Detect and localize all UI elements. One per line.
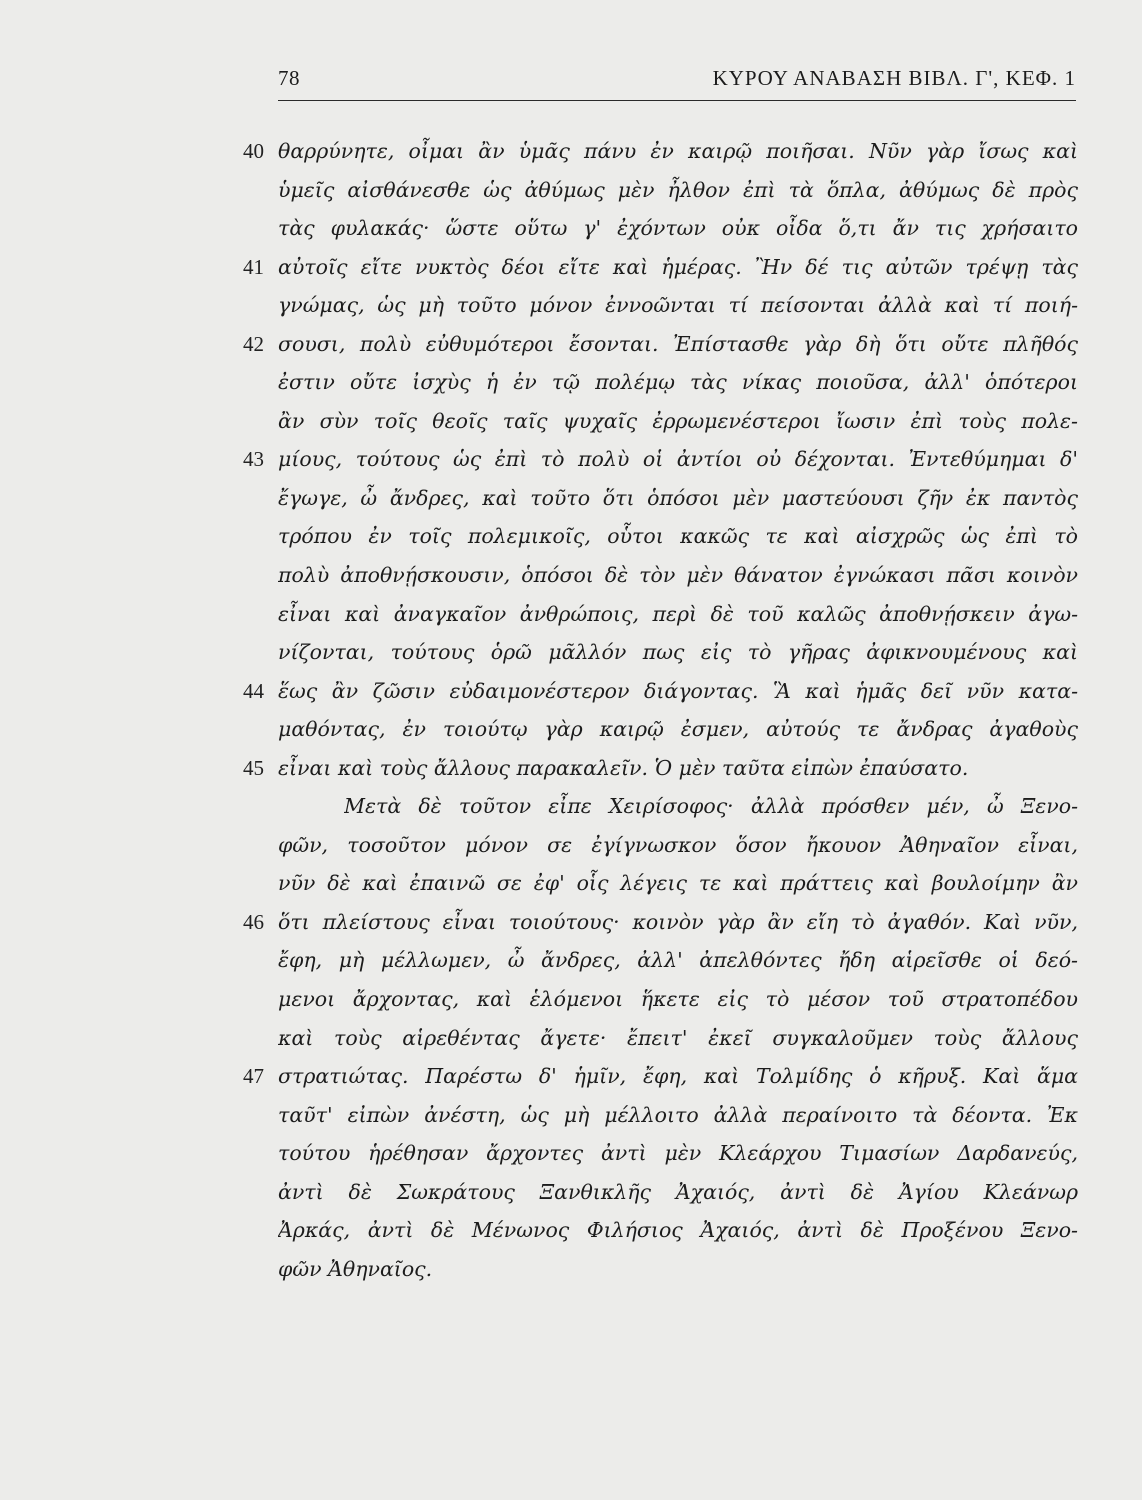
text-line [0, 286, 1142, 325]
line-text: νίζονται, τούτους ὁρῶ μᾶλλόν πως εἰς τὸ γῆρας ἀφικνουμένους καὶ [278, 640, 1078, 665]
section-number: 47 [243, 1064, 264, 1089]
section-number: 44 [243, 678, 264, 703]
text-line [0, 941, 1142, 980]
section-number: 45 [243, 755, 264, 780]
line-text: ἔγωγε, ὦ ἄνδρες, καὶ τοῦτο ὅτι ὁπόσοι μὲν μαστεύουσι ζῆν ἐκ παντὸς [278, 485, 1078, 510]
text-line [0, 672, 1142, 711]
text-line [0, 903, 1142, 942]
line-text: στρατιώτας. Παρέστω δ' ἡμῖν, ἔφη, καὶ Τολμίδης ὁ κῆρυξ. Καὶ ἅμα [278, 1064, 1078, 1089]
line-text: αὐτοῖς εἴτε νυκτὸς δέοι εἴτε καὶ ἡμέρας. Ἢν δέ τις αὐτῶν τρέψῃ τὰς [278, 254, 1078, 279]
text-line [0, 980, 1142, 1019]
line-text: ἔφη, μὴ μέλλωμεν, ὦ ἄνδρες, ἀλλ' ἀπελθόντες ἤδη αἱρεῖσθε οἱ δεό- [278, 948, 1078, 973]
text-line [0, 749, 1142, 788]
line-text: μαθόντας, ἐν τοιούτῳ γὰρ καιρῷ ἐσμεν, αὐτούς τε ἄνδρας ἀγαθοὺς [278, 717, 1078, 742]
line-text: ὅτι πλείστους εἶναι τοιούτους· κοινὸν γὰρ ἂν εἴη τὸ ἀγαθόν. Καὶ νῦν, [278, 909, 1078, 934]
line-text: πολὺ ἀποθνῄσκουσιν, ὁπόσοι δὲ τὸν μὲν θάνατον ἐγνώκασι πᾶσι κοινὸν [278, 563, 1078, 588]
line-text: εἶναι καὶ τοὺς ἄλλους παρακαλεῖν. Ὁ μὲν ταῦτα εἰπὼν ἐπαύσατο. [278, 755, 969, 780]
line-text: τὰς φυλακάς· ὥστε οὕτω γ' ἐχόντων οὐκ οἶδα ὅ,τι ἄν τις χρήσαιτο [278, 216, 1078, 241]
line-text: σουσι, πολὺ εὐθυμότεροι ἔσονται. Ἐπίστασθε γὰρ δὴ ὅτι οὔτε πλῆθός [278, 331, 1078, 356]
text-line [0, 440, 1142, 479]
text-line [0, 1173, 1142, 1212]
line-text: γνώμας, ὡς μὴ τοῦτο μόνον ἐννοῶνται τί πείσονται ἀλλὰ καὶ τί ποιή- [278, 293, 1078, 318]
line-text: μενοι ἄρχοντας, καὶ ἑλόμενοι ἥκετε εἰς τὸ μέσον τοῦ στρατοπέδου [278, 987, 1078, 1012]
line-text: εἶναι καὶ ἀναγκαῖον ἀνθρώποις, περὶ δὲ τοῦ καλῶς ἀποθνῄσκειν ἀγω- [278, 601, 1078, 626]
text-line [0, 479, 1142, 518]
line-text: φῶν Ἀθηναῖος. [278, 1256, 433, 1281]
text-line [0, 517, 1142, 556]
running-title: ΚΥΡΟΥ ΑΝΑΒΑΣΗ ΒΙΒΛ. Γ', ΚΕΦ. 1 [712, 66, 1076, 90]
line-text: ὑμεῖς αἰσθάνεσθε ὡς ἀθύμως μὲν ἦλθον ἐπὶ τὰ ὅπλα, ἀθύμως δὲ πρὸς [278, 177, 1078, 202]
body-text [0, 132, 1142, 1288]
page-header [278, 66, 1076, 101]
line-text: ταῦτ' εἰπὼν ἀνέστη, ὡς μὴ μέλλοιτο ἀλλὰ περαίνοιτο τὰ δέοντα. Ἐκ [278, 1102, 1078, 1127]
text-line [0, 633, 1142, 672]
text-line [0, 710, 1142, 749]
line-text: ἀντὶ δὲ Σωκράτους Ξανθικλῆς Ἀχαιός, ἀντὶ δὲ Ἀγίου Κλεάνωρ [278, 1179, 1078, 1204]
line-text: φῶν, τοσοῦτον μόνον σε ἐγίγνωσκον ὅσον ἤκουον Ἀθηναῖον εἶναι, [278, 832, 1078, 857]
section-number: 41 [243, 254, 264, 279]
section-number: 42 [243, 331, 264, 356]
line-text: τρόπου ἐν τοῖς πολεμικοῖς, οὗτοι κακῶς τε καὶ αἰσχρῶς ὡς ἐπὶ τὸ [278, 524, 1078, 549]
page-number: 78 [278, 66, 300, 90]
text-line [0, 209, 1142, 248]
line-text: θαρρύνητε, οἶμαι ἂν ὑμᾶς πάνυ ἐν καιρῷ ποιῆσαι. Νῦν γὰρ ἴσως καὶ [278, 139, 1078, 163]
line-text: ἐστιν οὔτε ἰσχὺς ἡ ἐν τῷ πολέμῳ τὰς νίκας ποιοῦσα, ἀλλ' ὁπότεροι [278, 370, 1078, 395]
section-number: 46 [243, 909, 264, 934]
section-number: 40 [243, 139, 264, 163]
line-text: τούτου ἡρέθησαν ἄρχοντες ἀντὶ μὲν Κλεάρχου Τιμασίων Δαρδανεύς, [278, 1141, 1078, 1166]
text-line [0, 595, 1142, 634]
text-line [0, 1250, 1142, 1289]
text-line [0, 402, 1142, 441]
text-line [0, 1019, 1142, 1058]
text-line [0, 132, 1142, 171]
text-line [0, 787, 1142, 826]
line-text: νῦν δὲ καὶ ἐπαινῶ σε ἐφ' οἷς λέγεις τε καὶ πράττεις καὶ βουλοίμην ἂν [278, 871, 1078, 896]
text-line [0, 248, 1142, 287]
text-line [0, 363, 1142, 402]
line-text: Μετὰ δὲ τοῦτον εἶπε Χειρίσοφος· ἀλλὰ πρόσθεν μέν, ὦ Ξενο- [344, 794, 1078, 819]
text-line [0, 1057, 1142, 1096]
text-line [0, 325, 1142, 364]
text-line [0, 1096, 1142, 1135]
text-line [0, 826, 1142, 865]
line-text: ἂν σὺν τοῖς θεοῖς ταῖς ψυχαῖς ἐρρωμενέστεροι ἴωσιν ἐπὶ τοὺς πολε- [278, 408, 1078, 433]
line-text: μίους, τούτους ὡς ἐπὶ τὸ πολὺ οἱ ἀντίοι οὐ δέχονται. Ἐντεθύμημαι δ' [278, 447, 1078, 472]
section-number: 43 [243, 447, 264, 472]
line-text: ἕως ἂν ζῶσιν εὐδαιμονέστερον διάγοντας. Ἃ καὶ ἡμᾶς δεῖ νῦν κατα- [278, 678, 1078, 703]
text-line [0, 1211, 1142, 1250]
text-line [0, 1134, 1142, 1173]
text-line [0, 556, 1142, 595]
line-text: καὶ τοὺς αἱρεθέντας ἄγετε· ἔπειτ' ἐκεῖ συγκαλοῦμεν τοὺς ἄλλους [278, 1025, 1078, 1050]
line-text: Ἀρκάς, ἀντὶ δὲ Μένωνος Φιλήσιος Ἀχαιός, ἀντὶ δὲ Προξένου Ξενο- [278, 1218, 1078, 1243]
text-line [0, 171, 1142, 210]
text-line [0, 864, 1142, 903]
